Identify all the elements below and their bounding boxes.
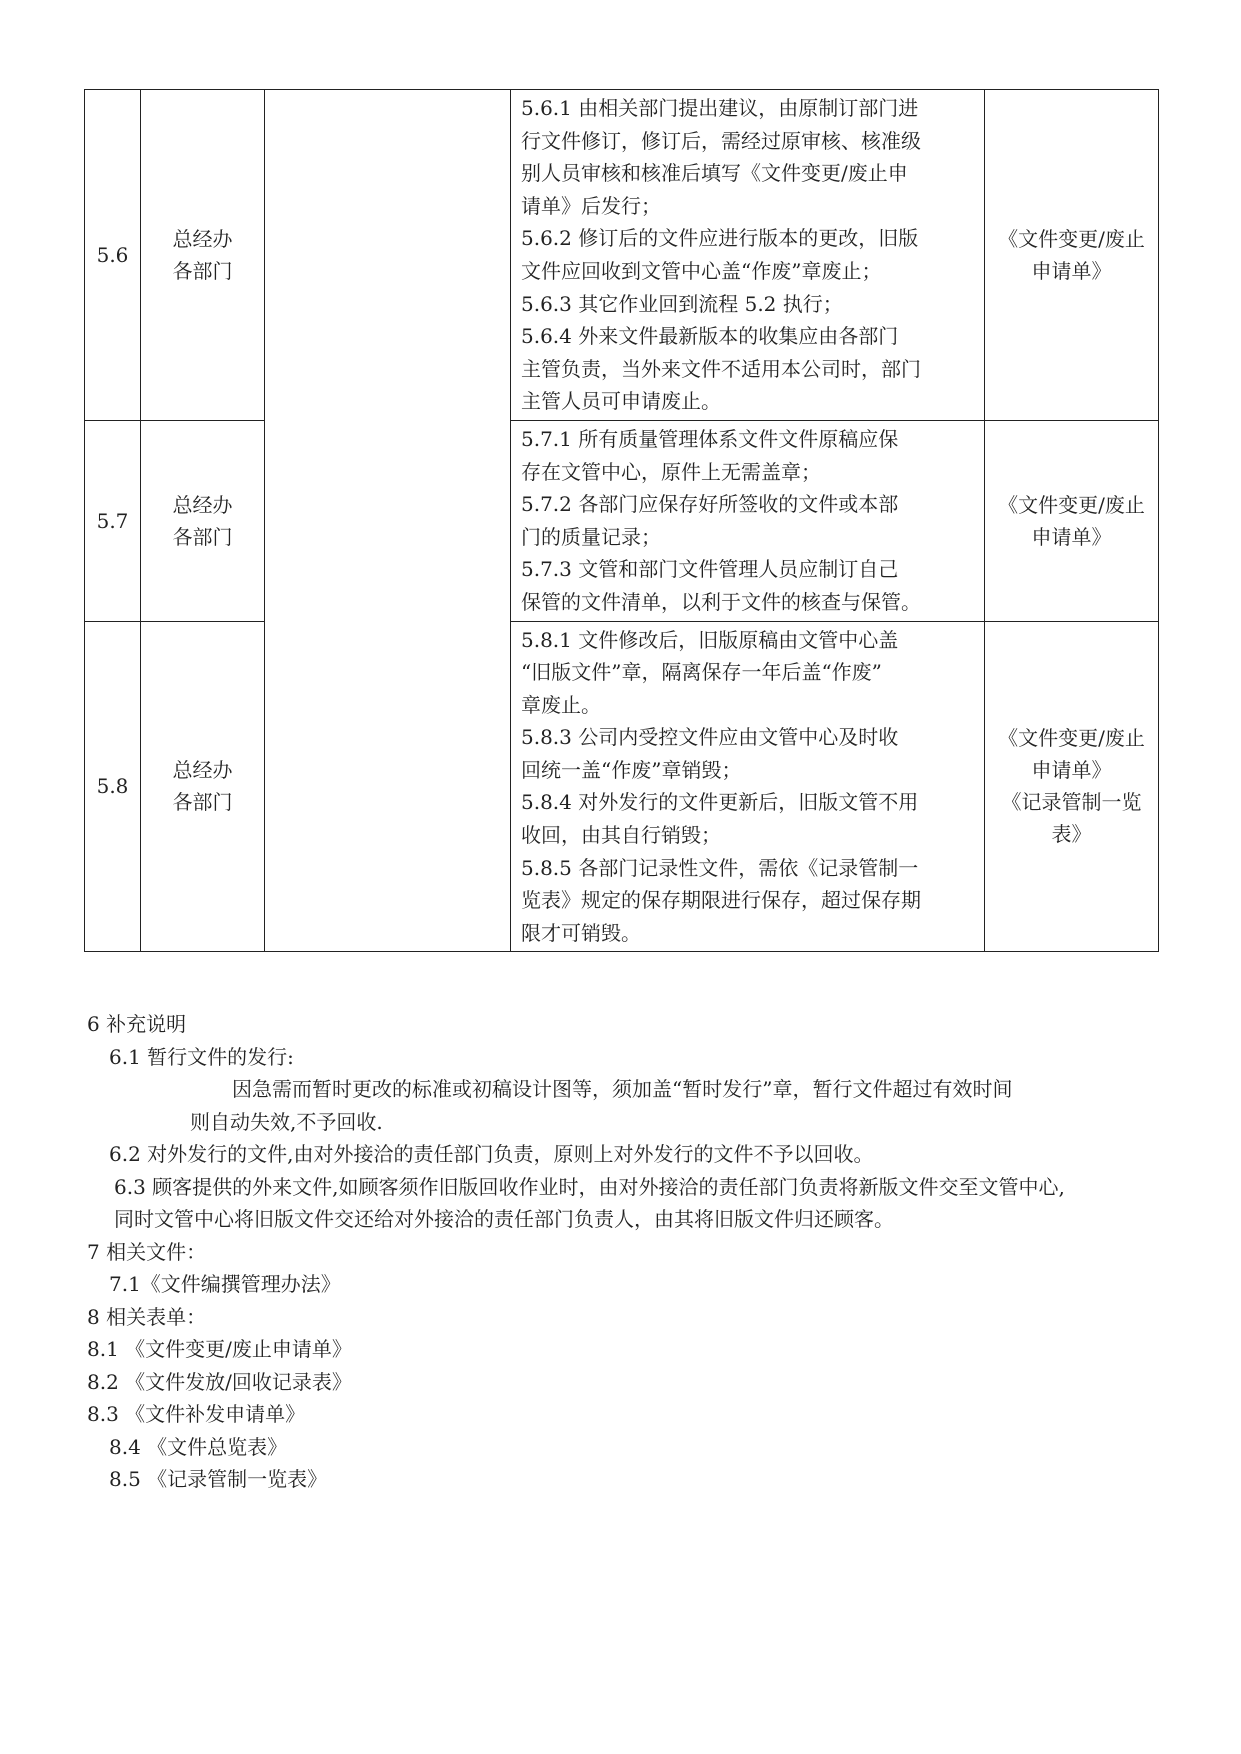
desc-line: 主管人员可申请废止。 [521,389,721,414]
desc-line: 章废止。 [521,692,601,717]
procedure-table [84,89,1159,952]
desc-line: 5.8.3 公司内受控文件应由文管中心及时收 [521,725,899,750]
form-line: 《文件变更/废止 [998,492,1145,517]
desc-line: 5.6.2 修订后的文件应进行版本的更改，旧版 [521,226,919,251]
step-number: 5.6 [85,90,141,421]
form-line: 《文件变更/废止 [998,726,1145,751]
description-cell [511,90,985,421]
section-6-2: 6.2 对外发行的文件,由对外接洽的责任部门负责，原则上对外发行的文件不予以回收。 [109,1142,874,1166]
dept-line: 各部门 [172,790,233,815]
table-row [85,90,1159,421]
table-row [85,420,1159,621]
section-6-heading: 6 补充说明 [87,1012,187,1036]
description-cell [511,420,985,621]
desc-line: 主管负责，当外来文件不适用本公司时，部门 [521,356,921,381]
related-forms-cell [985,420,1159,621]
desc-line: 请单》后发行； [521,193,661,218]
flow-column [265,90,511,952]
section-7-item: 7.1《文件编撰管理办法》 [109,1272,341,1296]
form-line: 申请单》 [1031,524,1112,549]
desc-line: 限才可销毁。 [521,920,641,945]
desc-line: 回统一盖“作废”章销毁； [521,757,742,782]
desc-line: 5.8.4 对外发行的文件更新后，旧版文管不用 [521,790,919,815]
section-6-1-title: 6.1 暂行文件的发行: [109,1045,294,1069]
dept-line: 总经办 [172,758,233,783]
section-6-1-line: 因急需而暂时更改的标准或初稿设计图等，须加盖“暂时发行”章，暂行文件超过有效时间 [232,1077,1013,1101]
section-8-heading: 8 相关表单： [87,1305,207,1329]
form-line: 申请单》 [1031,758,1112,783]
section-8-item: 8.1 《文件变更/废止申请单》 [87,1337,352,1361]
table-row [85,621,1159,952]
desc-line: 5.7.3 文管和部门文件管理人员应制订自己 [521,557,899,582]
desc-line: 5.6.1 由相关部门提出建议，由原制订部门进 [521,96,919,120]
desc-line: 文件应回收到文管中心盖“作废”章废止； [521,258,882,283]
form-line: 《文件变更/废止 [998,226,1145,251]
section-7-heading: 7 相关文件： [87,1240,207,1264]
desc-line: 5.6.3 其它作业回到流程 5.2 执行； [521,291,843,316]
related-forms-cell [985,90,1159,421]
form-line: 申请单》 [1031,258,1112,283]
form-line: 《记录管制一览 [1001,790,1142,815]
form-line: 表》 [1051,822,1092,847]
section-8-item: 8.2 《文件发放/回收记录表》 [87,1370,352,1394]
description-cell [511,621,985,952]
desc-line: 门的质量记录； [521,524,661,549]
section-6-3-line: 6.3 顾客提供的外来文件,如顾客须作旧版回收作业时，由对外接洽的责任部门负责将新版文件交至文管中心, [114,1175,1065,1199]
desc-line: 保管的文件清单，以利于文件的核查与保管。 [521,589,921,614]
dept-line: 各部门 [172,524,233,549]
dept-line: 总经办 [172,492,233,517]
step-number: 5.7 [85,420,141,621]
desc-line: 5.7.2 各部门应保存好所签收的文件或本部 [521,492,899,517]
responsible-dept-cell [141,90,265,421]
step-number: 5.8 [85,621,141,952]
dept-line: 总经办 [172,226,233,251]
section-8-item: 8.4 《文件总览表》 [109,1435,288,1459]
desc-line: 览表》规定的保存期限进行保存，超过保存期 [521,888,921,913]
desc-line: 5.6.4 外来文件最新版本的收集应由各部门 [521,324,899,349]
section-6-1-line: 则自动失效,不予回收. [190,1110,383,1134]
desc-line: 5.8.5 各部门记录性文件，需依《记录管制一 [521,855,919,880]
related-forms-cell [985,621,1159,952]
responsible-dept-cell [141,621,265,952]
desc-line: 存在文管中心，原件上无需盖章； [521,459,821,484]
section-6-3-line: 同时文管中心将旧版文件交还给对外接洽的责任部门负责人，由其将旧版文件归还顾客。 [114,1207,894,1231]
desc-line: 5.7.1 所有质量管理体系文件文件原稿应保 [521,426,899,451]
section-8-item: 8.5 《记录管制一览表》 [109,1467,328,1491]
desc-line: 5.8.1 文件修改后，旧版原稿由文管中心盖 [521,627,899,652]
desc-line: 收回，由其自行销毁； [521,823,721,848]
responsible-dept-cell [141,420,265,621]
desc-line: 行文件修订，修订后，需经过原审核、核准级 [521,128,921,153]
desc-line: 别人员审核和核准后填写《文件变更/废止申 [521,161,908,186]
dept-line: 各部门 [172,258,233,283]
desc-line: “旧版文件”章，隔离保存一年后盖“作废” [521,660,882,685]
section-8-item: 8.3 《文件补发申请单》 [87,1402,306,1426]
